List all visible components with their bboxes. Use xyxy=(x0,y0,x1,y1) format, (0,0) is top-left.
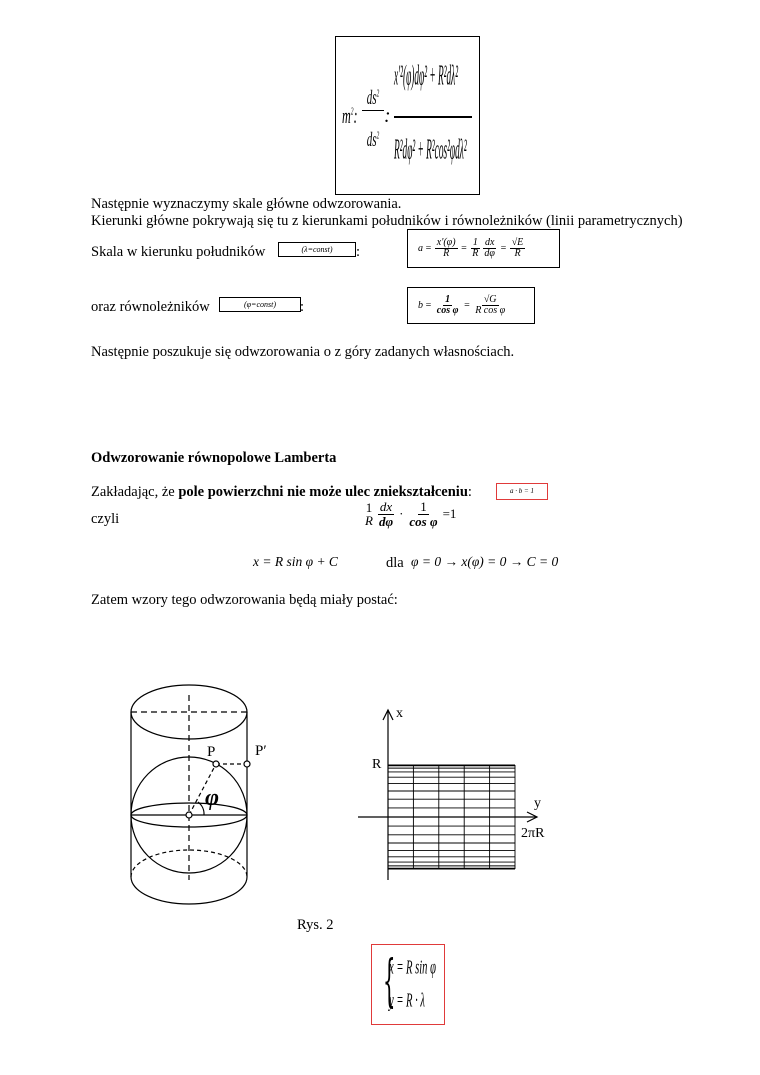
formula-m-exp: 2 xyxy=(350,106,354,118)
dphi-den: dφ xyxy=(484,248,495,259)
cz-frac2 xyxy=(377,500,395,528)
a-symbol: a xyxy=(418,243,423,254)
meridian-cond-box xyxy=(278,242,356,257)
xeq-lhs: x = R sin φ + C xyxy=(253,554,338,569)
eq-b1: = xyxy=(425,300,432,311)
figure-caption: Rys. 2 xyxy=(297,917,334,933)
parallel-label: oraz równoleżników xyxy=(91,299,210,315)
sqrtE-den: R xyxy=(514,248,521,259)
formula-colon: : xyxy=(384,105,391,127)
xeq-rhs: φ = 0 → x(φ) = 0 → C = 0 xyxy=(411,554,559,569)
meridian-formula-box xyxy=(407,229,560,268)
cz-f1-num: 1 xyxy=(365,499,373,515)
oneR-num: 1 xyxy=(472,236,478,248)
top-formula-box xyxy=(335,36,480,195)
ds-den: ds xyxy=(366,129,377,151)
xeq-dla: dla xyxy=(386,555,404,571)
frac-sqrtE xyxy=(510,238,526,260)
section-heading: Odwzorowanie równopolowe Lamberta xyxy=(91,450,337,466)
cz-f3-num: 1 xyxy=(420,499,427,514)
final-formula-box xyxy=(371,944,445,1025)
P-point xyxy=(213,761,219,767)
xprime-num: x'(φ) xyxy=(436,236,456,248)
onecos-den: cos φ xyxy=(436,305,459,316)
Pprime-point xyxy=(244,761,250,767)
assume-box xyxy=(496,483,548,500)
frac-xprime xyxy=(435,238,458,260)
para1-line2: Kierunki główne pokrywają się tu z kierunkami południków i równoleżników (linii parametrycznych) xyxy=(91,213,683,229)
frac2-num: x'²(φ)dφ² + R²dλ² xyxy=(394,59,459,92)
formula-frac1 xyxy=(362,87,384,152)
label-P: P xyxy=(207,744,216,760)
two-pi-R-label: 2πR xyxy=(521,826,545,841)
parallel-formula-box xyxy=(407,287,535,324)
para1-line1: Następnie wyznaczymy skale główne odwzorowania. xyxy=(91,196,402,212)
cz-rhs: =1 xyxy=(442,506,457,522)
final-line1: x = R sin φ xyxy=(389,956,436,978)
formula-frac2 xyxy=(394,59,472,166)
ds-num-exp: 2 xyxy=(376,88,380,100)
ds-den-exp: 2 xyxy=(376,130,380,142)
label-phi: φ xyxy=(205,785,220,811)
meridian-colon: : xyxy=(356,244,361,260)
cz-dot: · xyxy=(399,506,404,522)
final-line2: y = R · λ xyxy=(389,989,425,1011)
assume-line xyxy=(91,484,472,501)
formula-m-eq: : xyxy=(353,103,358,128)
parallel-cond: (φ=const) xyxy=(243,300,277,309)
sqrtG-den: R cos φ xyxy=(475,305,506,316)
oneR-den: R xyxy=(472,248,479,259)
frac2-line xyxy=(394,116,472,118)
frac-1cos xyxy=(435,295,461,317)
frac-sqrtG xyxy=(473,295,507,317)
cz-f3-den: cos φ xyxy=(409,513,438,529)
xprime-den: R xyxy=(443,248,450,259)
cz-frac1 xyxy=(363,501,375,528)
cz-f2-num: dx xyxy=(379,499,393,514)
cz-f2-den: dφ xyxy=(378,513,394,529)
brace: { xyxy=(383,949,396,1014)
meridian-cond: (λ=const) xyxy=(301,245,333,254)
eq-3: = xyxy=(499,243,507,254)
assume-bold: pole powierzchni nie może ulec zniekształceniu xyxy=(178,484,468,500)
para3: Zatem wzory tego odwzorowania będą miały postać: xyxy=(91,592,398,608)
R-label: R xyxy=(372,757,382,772)
assume-box-text: a · b = 1 xyxy=(510,487,534,495)
frac-dxdphi xyxy=(482,238,497,260)
ds-num: ds xyxy=(366,87,377,109)
cz-frac3 xyxy=(407,500,439,528)
b-symbol: b xyxy=(418,300,423,311)
onecos-num: 1 xyxy=(445,293,451,305)
assume-pre: Zakładając, że xyxy=(91,484,179,500)
dx-num: dx xyxy=(484,236,495,248)
eq-2: = xyxy=(460,243,468,254)
map-grid-figure xyxy=(355,705,545,885)
assume-post: : xyxy=(467,484,472,500)
czyli-label: czyli xyxy=(91,511,120,527)
frac-1R xyxy=(470,238,480,260)
eq-1: = xyxy=(425,243,432,254)
phi-arc xyxy=(198,802,204,815)
eq-b2: = xyxy=(463,300,471,311)
axis-y-label: y xyxy=(534,796,541,811)
formula-m-letter: m xyxy=(342,103,351,128)
label-Pprime: P′ xyxy=(255,743,267,759)
cz-f1-den: R xyxy=(365,513,373,529)
axis-x-label: x xyxy=(396,706,403,721)
meridian-label: Skala w kierunku południków xyxy=(91,244,266,260)
frac2-den: R²dφ² + R²cos²φdλ² xyxy=(394,133,467,166)
formula-m xyxy=(342,103,358,129)
parallel-colon: : xyxy=(300,299,305,315)
cylinder-figure xyxy=(120,680,270,910)
sqrtG-num: √G xyxy=(483,293,497,305)
para2: Następnie poszukuje się odwzorowania o z góry zadanych własnościach. xyxy=(91,344,515,360)
center-point xyxy=(186,812,192,818)
czyli-formula xyxy=(362,500,456,528)
parallel-cond-box xyxy=(219,297,301,312)
sqrtE-num: √E xyxy=(511,236,524,248)
cyl-bottom-front xyxy=(131,877,247,904)
